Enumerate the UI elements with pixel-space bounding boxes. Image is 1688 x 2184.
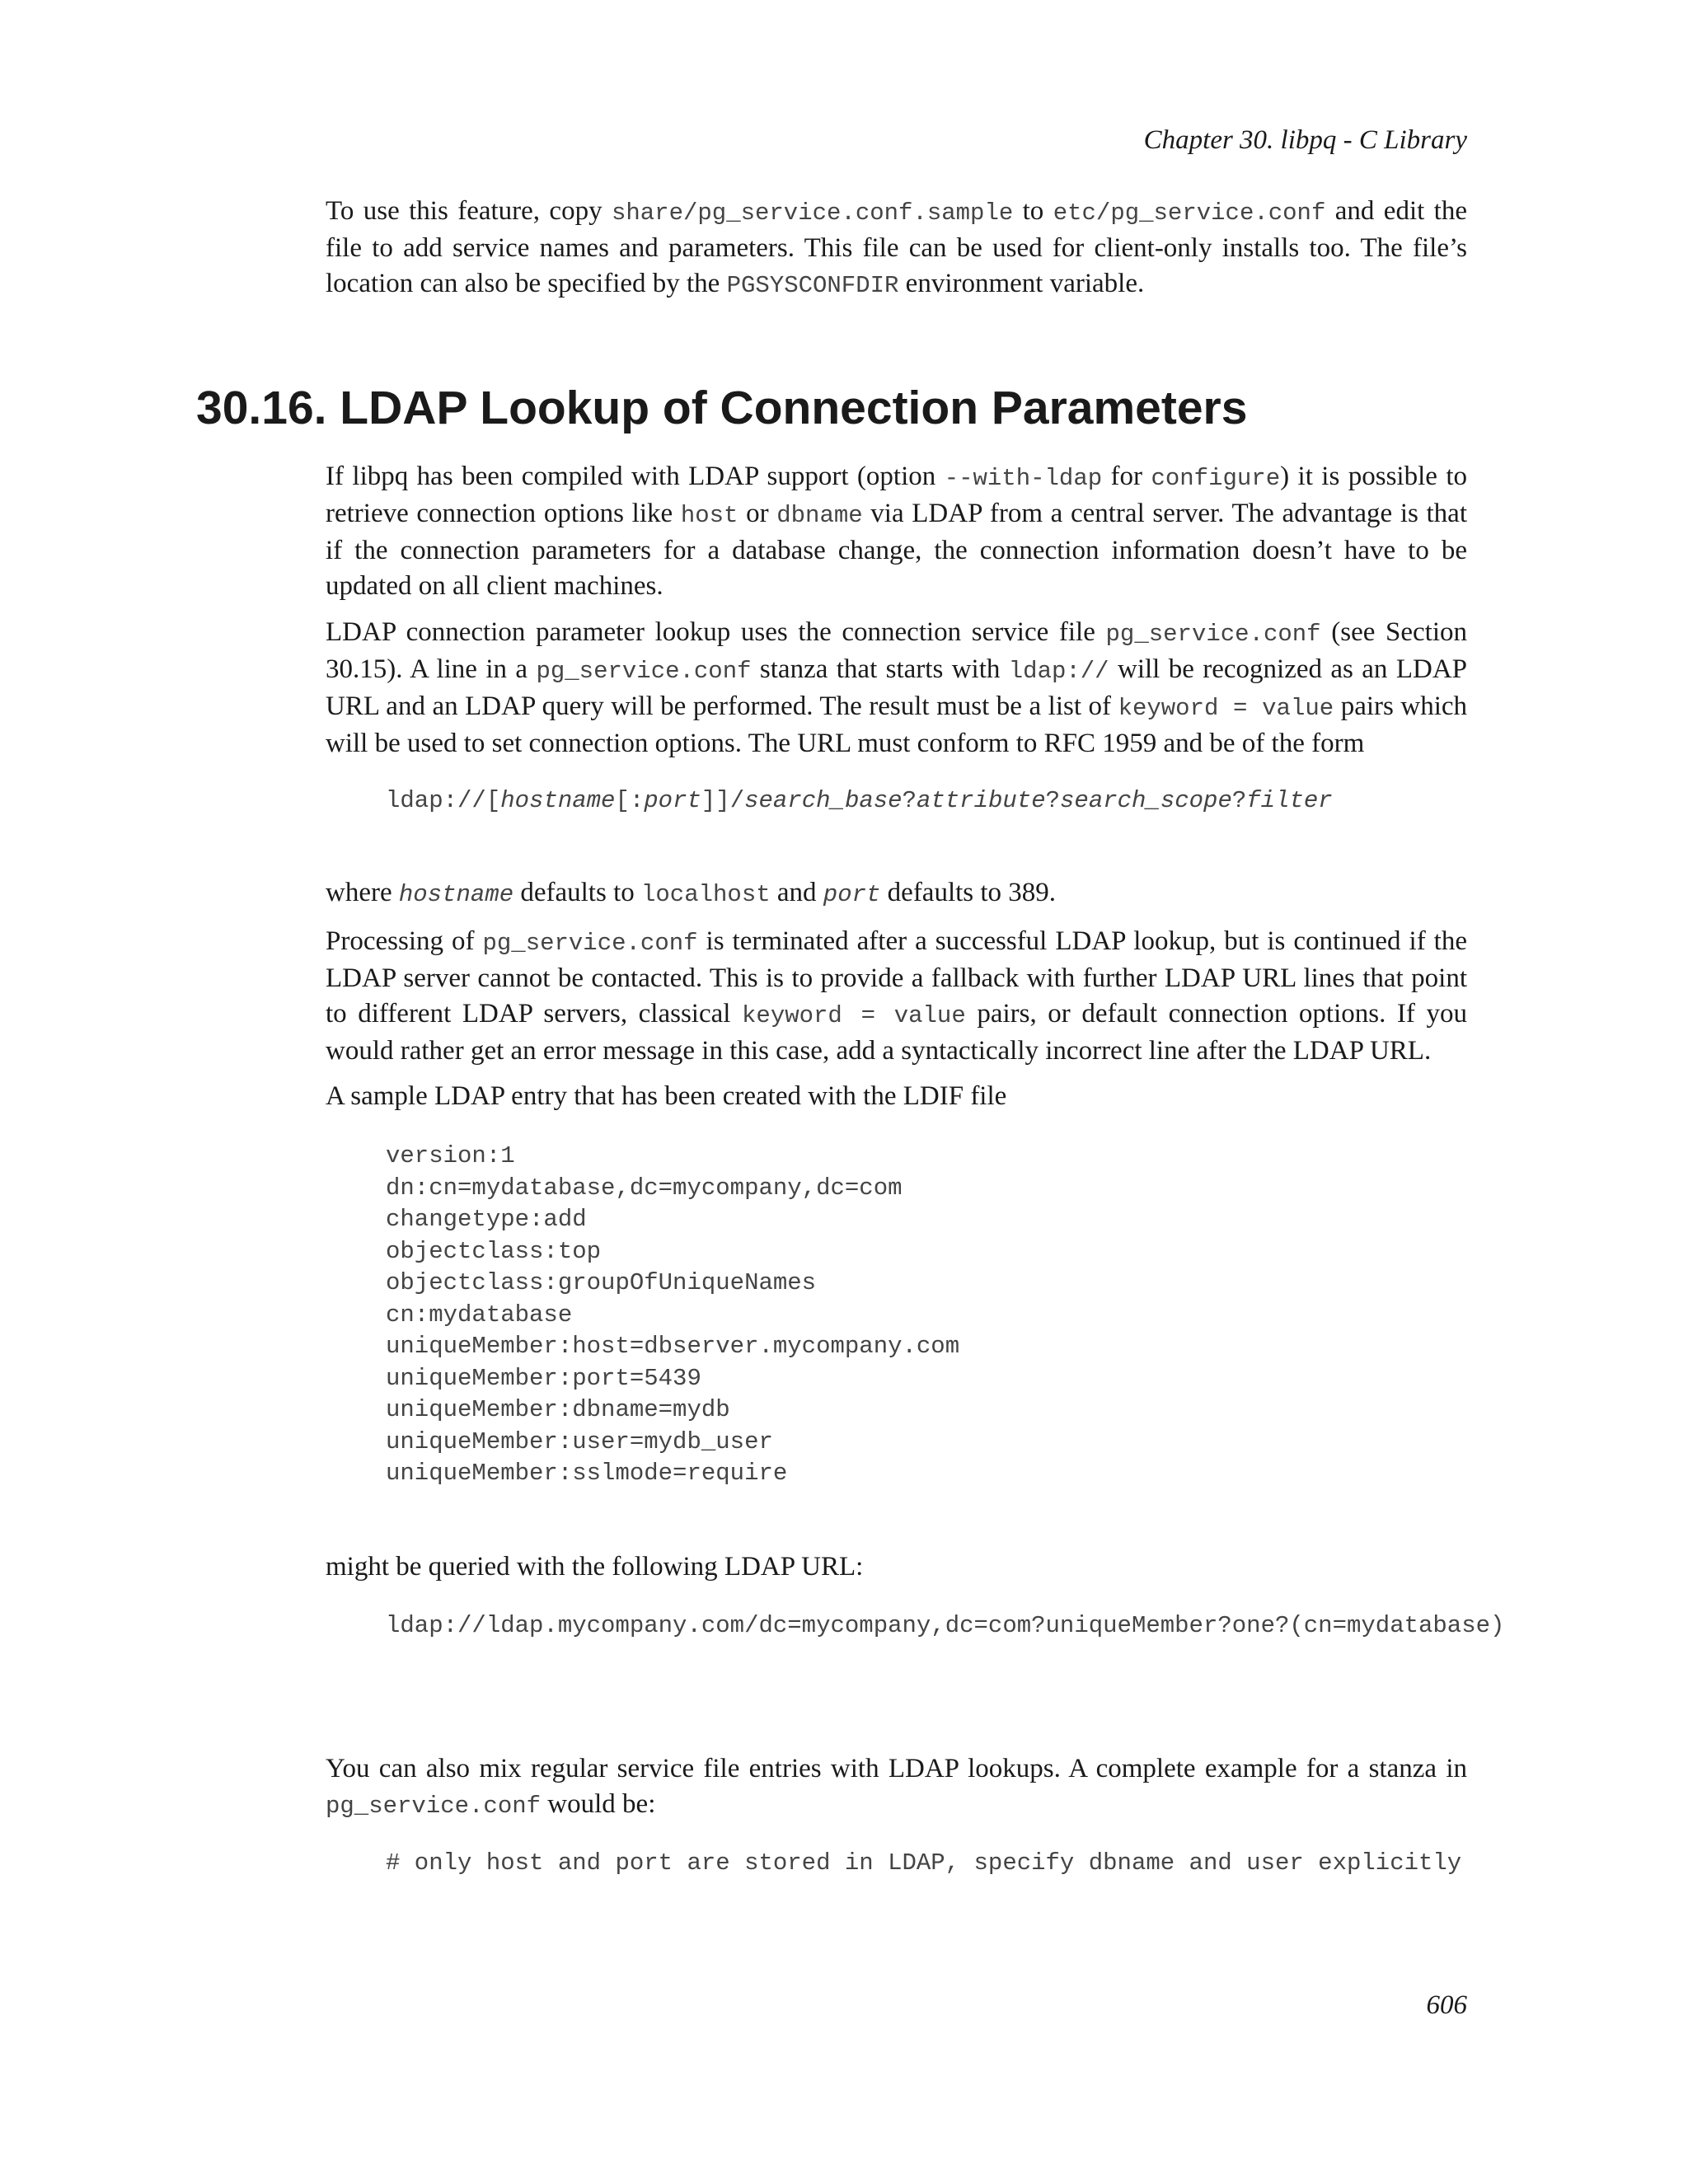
inline-code: pg_service.conf <box>482 930 698 957</box>
code-placeholder: hostname <box>500 787 616 814</box>
code-placeholder: search_base <box>744 787 903 814</box>
stanza-comment-code: # only host and port are stored in LDAP, specify dbname and user explicitly <box>386 1849 1462 1877</box>
paragraph-mix <box>326 1751 1467 1824</box>
inline-code: etc/pg_service.conf <box>1053 199 1326 227</box>
text-run: would be: <box>541 1789 656 1819</box>
intro-paragraph <box>326 194 1467 303</box>
ldif-line: uniqueMember:host=dbserver.mycompany.com <box>386 1333 960 1360</box>
inline-code: keyword = value <box>742 1002 966 1029</box>
url-form-code <box>386 785 1333 818</box>
text-run: to <box>1013 196 1053 226</box>
code-placeholder: filter <box>1246 787 1333 814</box>
inline-code: pg_service.conf <box>1105 621 1321 648</box>
text-run: (see Section 30.15). A line in a <box>326 617 1467 684</box>
text-run: and <box>770 878 823 907</box>
text-run: If libpq has been compiled with LDAP support (option <box>326 462 945 491</box>
code-token: ldap://[ <box>386 787 501 814</box>
ldif-line: version:1 <box>386 1142 515 1169</box>
code-placeholder: search_scope <box>1060 787 1232 814</box>
ldif-line: uniqueMember:port=5439 <box>386 1364 701 1392</box>
text-run: stanza that starts with <box>751 654 1009 684</box>
text-run: LDAP connection parameter lookup uses the connection service file <box>326 617 1106 647</box>
code-token: ? <box>902 787 917 814</box>
inline-code: configure <box>1151 465 1281 492</box>
text-run: ) it is possible to retrieve connection options like <box>326 462 1467 528</box>
ldif-line: dn:cn=mydatabase,dc=mycompany,dc=com <box>386 1174 903 1202</box>
inline-code: PGSYSCONFDIR <box>726 272 899 299</box>
ldif-line: changetype:add <box>386 1206 587 1233</box>
code-placeholder: port <box>644 787 701 814</box>
text-run: where <box>326 878 399 907</box>
inline-code: share/pg_service.conf.sample <box>611 199 1014 227</box>
code-placeholder: attribute <box>916 787 1046 814</box>
ldif-line: objectclass:top <box>386 1237 602 1265</box>
code-token: [: <box>615 787 645 814</box>
paragraph-processing <box>326 924 1467 1069</box>
code-token: ]]/ <box>701 787 745 814</box>
ldif-code-block <box>386 1141 959 1490</box>
code-token: ? <box>1045 787 1061 814</box>
inline-code: pg_service.conf <box>536 658 752 685</box>
page-number: 606 <box>1426 1990 1467 2020</box>
ldif-line: uniqueMember:dbname=mydb <box>386 1396 730 1423</box>
code-token: ? <box>1231 787 1247 814</box>
inline-code: --with-ldap <box>944 465 1103 492</box>
running-header: Chapter 30. libpq - C Library <box>1143 125 1467 155</box>
paragraph-ldap-support <box>326 459 1467 604</box>
ldap-url-code: ldap://ldap.mycompany.com/dc=mycompany,dc=com?uniqueMember?one?(cn=mydatabase) <box>386 1612 1505 1639</box>
text-run: pairs, or default connection options. If you would rather get an error message in this case, add a syntactically incorrect line after the LDAP URL. <box>326 999 1467 1066</box>
text-run: or <box>738 499 777 528</box>
text-run: environment variable. <box>898 269 1145 298</box>
paragraph-sample-entry <box>326 1079 1467 1114</box>
text-run: You can also mix regular service file entries with LDAP lookups. A complete example for a stanza in <box>326 1754 1467 1783</box>
text-run: for <box>1102 462 1151 491</box>
inline-code: host <box>680 502 738 529</box>
inline-code: hostname <box>398 881 514 908</box>
inline-code: keyword = value <box>1118 695 1334 722</box>
inline-code: pg_service.conf <box>326 1793 542 1820</box>
text-run: A sample LDAP entry that has been created with the LDIF file <box>326 1081 1007 1111</box>
ldif-line: uniqueMember:user=mydb_user <box>386 1427 773 1455</box>
section-heading: 30.16. LDAP Lookup of Connection Parameters <box>196 382 1248 434</box>
text-run: is terminated after a successful LDAP lookup, but is continued if the LDAP server cannot be contacted. This is to provide a fallback with further LDAP URL lines that point to different LDAP servers, classical <box>326 926 1467 1029</box>
text-run: pairs which will be used to set connection options. The URL must conform to RFC 1959 and be of the form <box>326 691 1468 758</box>
inline-code: ldap:// <box>1008 658 1109 685</box>
text-run: will be recognized as an LDAP URL and an LDAP query will be performed. The result must be a list of <box>326 654 1468 721</box>
paragraph-queried <box>326 1549 1467 1585</box>
paragraph-defaults <box>326 875 1467 912</box>
text-run: To use this feature, copy <box>326 196 612 226</box>
text-run: defaults to 389. <box>880 878 1057 907</box>
inline-code: localhost <box>641 881 771 908</box>
text-run: might be queried with the following LDAP URL: <box>326 1552 864 1582</box>
inline-code: dbname <box>776 502 863 529</box>
ldif-line: objectclass:groupOfUniqueNames <box>386 1269 817 1296</box>
ldif-line: cn:mydatabase <box>386 1301 573 1329</box>
inline-code: port <box>823 881 881 908</box>
ldif-line: uniqueMember:sslmode=require <box>386 1460 788 1487</box>
text-run: via LDAP from a central server. The advantage is that if the connection parameters for a database change, the connection information doesn’t have to be updated on all client machines. <box>326 499 1467 601</box>
text-run: defaults to <box>513 878 641 907</box>
text-run: and edit the file to add service names and parameters. This file can be used for client-only installs too. The file’s location can also be specified by the <box>326 196 1467 298</box>
text-run: Processing of <box>326 926 483 956</box>
paragraph-lookup <box>326 615 1467 762</box>
